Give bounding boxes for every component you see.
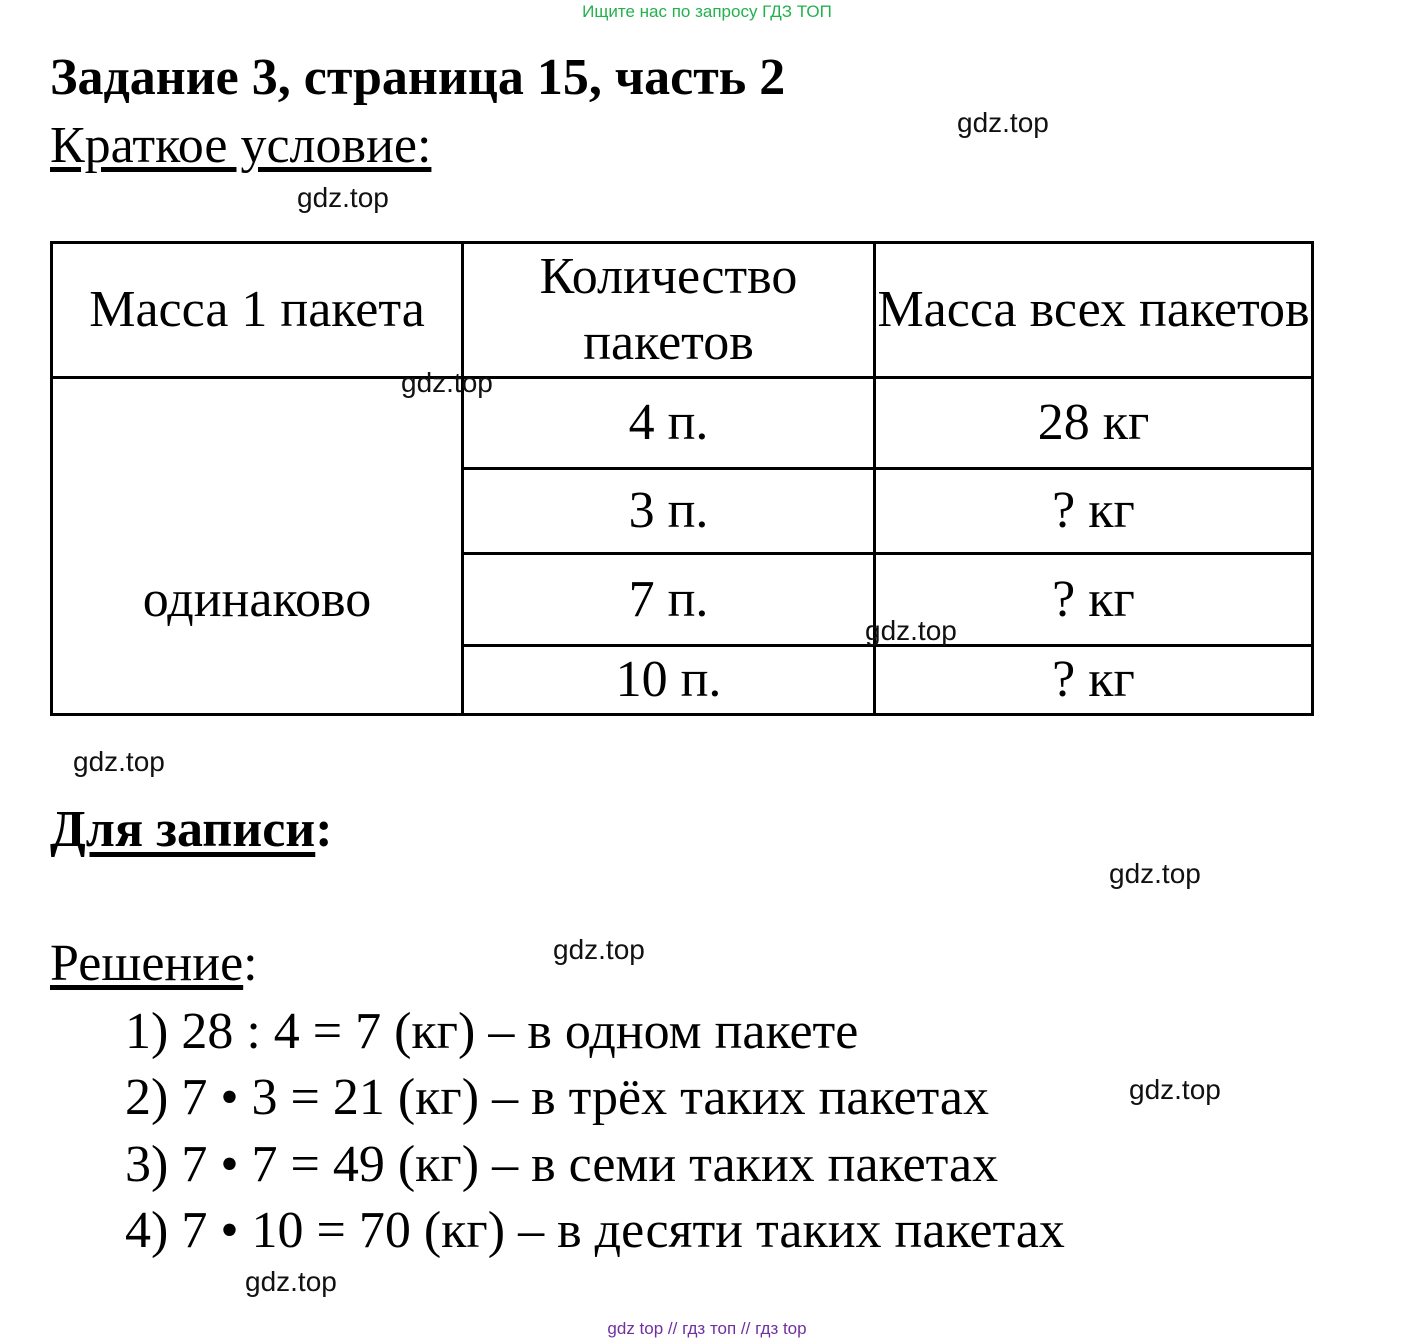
mass-cell: 28 кг bbox=[875, 378, 1313, 469]
mass-cell: ? кг bbox=[875, 469, 1313, 554]
watermark: gdz.top bbox=[297, 182, 389, 213]
mass-one-value: одинаково bbox=[52, 378, 463, 715]
solution-step: 3) 7 • 7 = 49 (кг) – в семи таких пакетах bbox=[125, 1136, 999, 1193]
section-heading bbox=[50, 800, 333, 860]
watermark: gdz.top bbox=[73, 746, 165, 777]
solution-heading bbox=[50, 934, 258, 994]
mass-cell: ? кг bbox=[875, 554, 1313, 646]
bottom-banner[interactable]: gdz top // гдз топ // гдз top bbox=[607, 1319, 807, 1338]
subtitle: Краткое условие: bbox=[50, 117, 432, 174]
header-count: Количество пакетов bbox=[463, 243, 875, 378]
top-banner[interactable]: Ищите нас по запросу ГДЗ ТОП bbox=[582, 2, 832, 21]
header-mass-one: Масса 1 пакета bbox=[52, 243, 463, 378]
count-cell: 4 п. bbox=[463, 378, 875, 469]
watermark: gdz.top bbox=[865, 615, 957, 646]
page-title: Задание 3, страница 15, часть 2 bbox=[50, 49, 786, 106]
solution-step: 4) 7 • 10 = 70 (кг) – в десяти таких пакетах bbox=[125, 1202, 1065, 1259]
watermark: gdz.top bbox=[245, 1266, 337, 1297]
section-label: Для записи bbox=[50, 801, 316, 858]
mass-cell: ? кг bbox=[875, 646, 1313, 715]
count-cell: 10 п. bbox=[463, 646, 875, 715]
header-mass-all: Масса всех пакетов bbox=[875, 243, 1313, 378]
watermark: gdz.top bbox=[1129, 1074, 1221, 1105]
condition-table bbox=[50, 241, 1314, 716]
solution-step: 2) 7 • 3 = 21 (кг) – в трёх таких пакетах bbox=[125, 1069, 989, 1126]
watermark: gdz.top bbox=[1109, 858, 1201, 889]
section-colon: : bbox=[315, 801, 333, 858]
solution-colon: : bbox=[243, 935, 258, 992]
watermark: gdz.top bbox=[401, 367, 493, 398]
count-cell: 3 п. bbox=[463, 469, 875, 554]
solution-label: Решение bbox=[50, 935, 244, 992]
watermark: gdz.top bbox=[957, 107, 1049, 138]
watermark: gdz.top bbox=[553, 934, 645, 965]
solution-step: 1) 28 : 4 = 7 (кг) – в одном пакете bbox=[125, 1003, 859, 1060]
count-cell: 7 п. bbox=[463, 554, 875, 646]
